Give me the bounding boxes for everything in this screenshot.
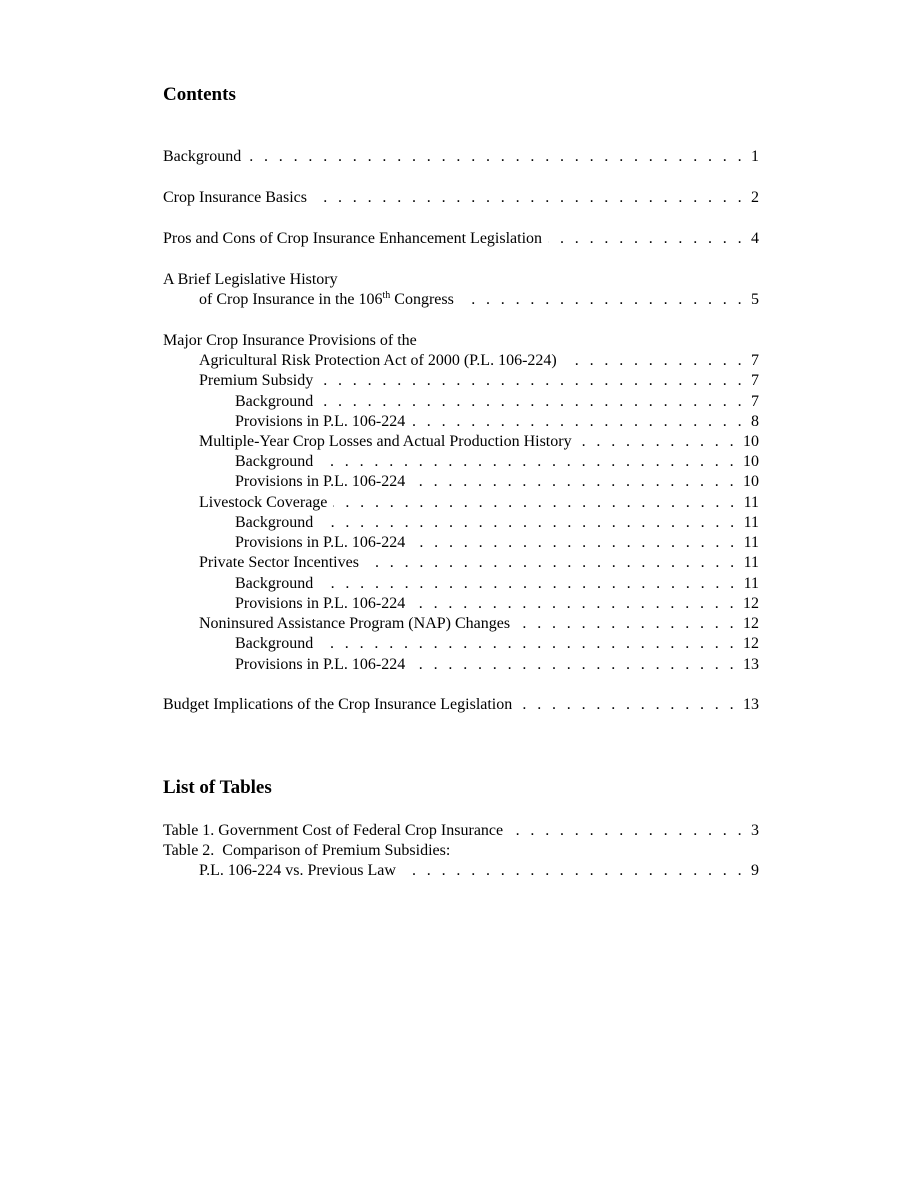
toc-entry-text: Provisions in P.L. 106-224	[235, 413, 406, 430]
toc-entry-text: Pros and Cons of Crop Insurance Enhancement Legislation	[163, 230, 543, 247]
table-entry-2-line2	[199, 861, 759, 881]
toc-page-number: 13	[743, 696, 759, 713]
toc-page-number: 11	[743, 575, 759, 592]
toc-entry-text: Crop Insurance Basics	[163, 189, 307, 206]
toc-page-number: 13	[743, 656, 759, 673]
dot-leader	[319, 513, 737, 533]
toc-entry-text: Budget Implications of the Crop Insurance Legislation	[163, 696, 513, 713]
toc-entry-text: Background	[235, 453, 314, 470]
ordinal-superscript: th	[382, 290, 391, 301]
toc-entry-text: Background	[235, 635, 314, 652]
table-entry-text: Table 2. Comparison of Premium Subsidies:	[163, 842, 451, 859]
toc-entry-text: Private Sector Incentives	[199, 554, 359, 571]
toc-entry-text: Background	[235, 514, 314, 531]
table-page-number: 9	[751, 862, 759, 879]
toc-entry-text: Provisions in P.L. 106-224	[235, 656, 406, 673]
toc-page-number: 11	[743, 514, 759, 531]
dot-leader	[460, 290, 745, 310]
table-entry-text: P.L. 106-224 vs. Previous Law	[199, 862, 396, 879]
dot-leader	[411, 412, 745, 432]
table-entry-2-line1	[163, 841, 759, 861]
toc-entry-text: Premium Subsidy	[199, 372, 314, 389]
dot-leader	[518, 695, 737, 715]
toc-entry-text: Provisions in P.L. 106-224	[235, 473, 406, 490]
dot-leader	[563, 351, 745, 371]
toc-entry-premium-provisions	[235, 412, 759, 432]
dot-leader	[365, 553, 738, 573]
dot-leader	[313, 188, 745, 208]
dot-leader	[319, 392, 745, 412]
dot-leader	[319, 452, 737, 472]
toc-entry-private-background	[235, 574, 759, 594]
toc-page-number: 12	[743, 615, 759, 632]
toc-entry-text: Background	[235, 393, 314, 410]
toc-entry-text: Agricultural Risk Protection Act of 2000 (P.L. 106-224)	[199, 352, 557, 369]
toc-entry-multiyear-background	[235, 452, 759, 472]
toc-page-number: 8	[751, 413, 759, 430]
toc-entry-text: Provisions in P.L. 106-224	[235, 534, 406, 551]
toc-entry-text: Provisions in P.L. 106-224	[235, 595, 406, 612]
toc-entry-livestock	[199, 493, 759, 513]
toc-page-number: 11	[743, 494, 759, 511]
toc-entry-nap-background	[235, 634, 759, 654]
table-page-number: 3	[751, 822, 759, 839]
toc-entry-text: Livestock Coverage	[199, 494, 328, 511]
dot-leader	[319, 371, 745, 391]
dot-leader	[578, 432, 737, 452]
toc-page-number: 11	[743, 534, 759, 551]
toc-entry-livestock-provisions	[235, 533, 759, 553]
dot-leader	[411, 655, 737, 675]
dot-leader	[319, 574, 737, 594]
toc-entry-text: A Brief Legislative History	[163, 271, 338, 288]
dot-leader	[411, 533, 737, 553]
toc-entry-nap	[199, 614, 759, 634]
toc-page-number: 5	[751, 291, 759, 308]
toc-entry-major-line2	[199, 351, 759, 371]
toc-page-number: 11	[743, 554, 759, 571]
toc-page-number: 7	[751, 352, 759, 369]
toc-entry-private-provisions	[235, 594, 759, 614]
toc-entry-history-line2	[199, 290, 759, 310]
toc-entry-basics	[163, 188, 759, 208]
dot-leader	[319, 634, 737, 654]
dot-leader	[333, 493, 737, 513]
toc-entry-history-line1	[163, 270, 759, 290]
toc-entry-premium-subsidy	[199, 371, 759, 391]
toc-page-number: 12	[743, 595, 759, 612]
toc-page-number: 2	[751, 189, 759, 206]
toc-text-part: of Crop Insurance in the 106	[199, 291, 383, 308]
toc-page-number: 10	[743, 433, 759, 450]
toc-entry-pros-cons	[163, 229, 759, 249]
toc-entry-private-sector	[199, 553, 759, 573]
dot-leader	[247, 147, 745, 167]
tables-heading: List of Tables	[163, 777, 272, 798]
toc-entry-text: Major Crop Insurance Provisions of the	[163, 332, 417, 349]
toc-entry-text: Background	[235, 575, 314, 592]
toc-entry-text: Multiple-Year Crop Losses and Actual Production History	[199, 433, 572, 450]
toc-page-number: 7	[751, 393, 759, 410]
toc-page-number: 10	[743, 473, 759, 490]
toc-entry-major-line1	[163, 331, 759, 351]
toc-entry-background	[163, 147, 759, 167]
dot-leader	[411, 594, 737, 614]
table-entry-1	[163, 821, 759, 841]
toc-page-number: 12	[743, 635, 759, 652]
toc-entry-text: Background	[163, 148, 242, 165]
toc-entry-multiyear-provisions	[235, 472, 759, 492]
toc-page-number: 4	[751, 230, 759, 247]
toc-entry-livestock-background	[235, 513, 759, 533]
table-entry-text: Table 1. Government Cost of Federal Crop Insurance	[163, 822, 504, 839]
toc-page-number: 7	[751, 372, 759, 389]
dot-leader	[509, 821, 745, 841]
toc-entry-budget	[163, 695, 759, 715]
dot-leader	[516, 614, 737, 634]
dot-leader	[548, 229, 745, 249]
toc-entry-text	[199, 290, 460, 310]
contents-heading: Contents	[163, 84, 236, 105]
dot-leader	[402, 861, 745, 881]
toc-page-number: 1	[751, 148, 759, 165]
dot-leader	[411, 472, 737, 492]
toc-entry-premium-background	[235, 392, 759, 412]
toc-entry-multiyear	[199, 432, 759, 452]
toc-text-part: Congress	[390, 291, 454, 308]
toc-entry-nap-provisions	[235, 655, 759, 675]
toc-entry-text: Noninsured Assistance Program (NAP) Changes	[199, 615, 511, 632]
toc-page-number: 10	[743, 453, 759, 470]
